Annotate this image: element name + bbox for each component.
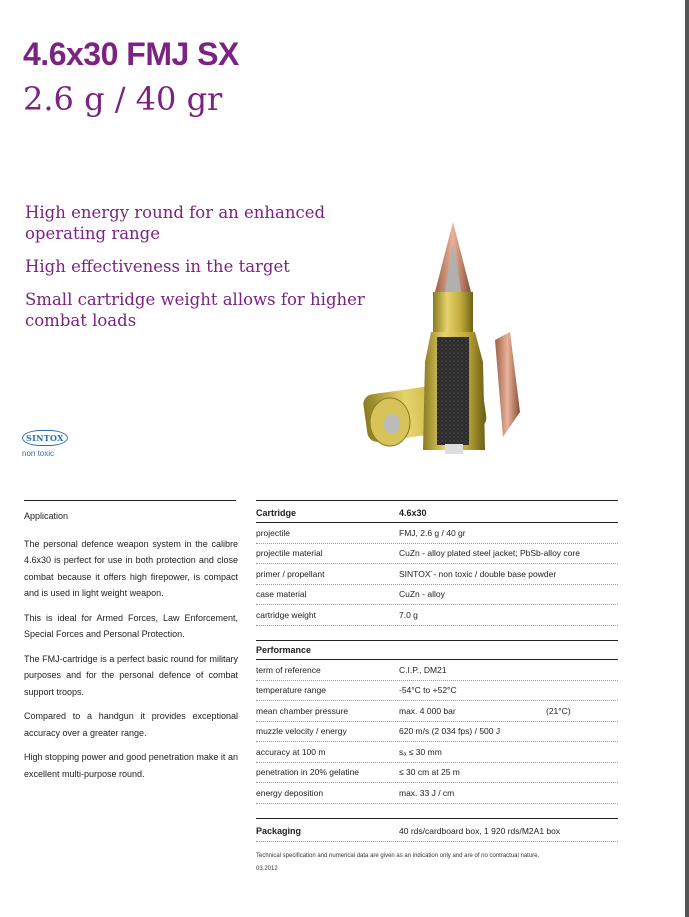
cartridge-caliber: 4.6x30 [399, 508, 427, 518]
spec-label: penetration in 20% gelatine [256, 767, 360, 778]
spec-label: case material [256, 589, 307, 600]
page-edge [685, 0, 689, 917]
product-title: 4.6x30 FMJ SX [23, 36, 239, 72]
table-row [256, 604, 618, 626]
spec-label: accuracy at 100 m [256, 746, 326, 757]
table-row [256, 522, 618, 543]
sintox-logo-tagline: non toxic [22, 449, 55, 458]
cartridge-header-row [256, 504, 618, 522]
spec-value: max. 33 J / cm [399, 787, 455, 798]
cartridge-heading: Cartridge [256, 508, 297, 518]
feature-item: Small cartridge weight allows for higher combat loads [25, 290, 365, 330]
spec-value: C.I.P., DM21 [399, 664, 447, 675]
table-row [256, 680, 618, 701]
spec-label: term of reference [256, 664, 321, 675]
cartridge-cutaway-image [345, 212, 545, 472]
product-weight: 2.6 g / 40 gr [23, 80, 223, 118]
divider [256, 500, 618, 501]
feature-item: High energy round for an enhanced operating range [25, 203, 326, 243]
spec-label: projectile [256, 527, 291, 538]
application-paragraph: Compared to a handgun it provides exceptional accuracy over a greater range. [24, 711, 238, 738]
application-paragraph: The FMJ-cartridge is a perfect basic round for military purposes and for the personal defence of combat support troops. [24, 653, 238, 697]
packaging-value: 40 rds/cardboard box, 1 920 rds/M2A1 box [399, 826, 561, 836]
table-row [256, 721, 618, 742]
spec-value: max. 4 000 bar [399, 705, 456, 716]
spec-value: ≤ 30 cm at 25 m [399, 767, 460, 778]
performance-table [256, 641, 618, 804]
document-date: 03.2012 [256, 866, 278, 872]
table-row [256, 659, 618, 680]
performance-header-row [256, 641, 618, 659]
spec-value: SINTOX´- non toxic / double base powder [399, 568, 557, 579]
sintox-logo-mark: SINTOX [22, 430, 68, 446]
application-section [24, 508, 238, 790]
table-row [256, 543, 618, 564]
table-row [256, 700, 618, 721]
packaging-heading: Packaging [256, 826, 302, 836]
spec-label: projectile material [256, 548, 323, 559]
spec-value: FMJ, 2.6 g / 40 gr [399, 527, 466, 538]
application-paragraph: The personal defence weapon system in the calibre 4.6x30 is perfect for use in both protection and close combat because it offers high firepower, is compact and is used in light weight weapon. [24, 538, 238, 598]
table-row [256, 762, 618, 783]
spec-condition: (21°C) [546, 705, 571, 716]
performance-heading: Performance [256, 645, 312, 655]
spec-label: primer / propellant [256, 568, 325, 579]
spec-label: temperature range [256, 685, 326, 696]
spec-label: cartridge weight [256, 609, 317, 620]
spec-label: energy deposition [256, 787, 324, 798]
table-row [256, 741, 618, 762]
application-paragraph: This is ideal for Armed Forces, Law Enforcement, Special Forces and Personal Protection. [24, 612, 238, 639]
feature-item: High effectiveness in the target [25, 257, 290, 276]
spec-value: 620 m/s (2 034 fps) / 500 J [399, 726, 501, 737]
spec-value: CuZn - alloy [399, 589, 445, 600]
application-paragraph: High stopping power and good penetration make it an excellent multi-purpose round. [24, 752, 238, 779]
disclaimer-note: Technical specification and numerical data are given as an indication only and are of no contractual nature. [256, 853, 540, 859]
cartridge-table [256, 504, 618, 626]
table-row [256, 563, 618, 584]
sintox-logo [22, 428, 66, 458]
spec-value: -54°C to +52°C [399, 685, 457, 696]
spec-value: sₐ ≤ 30 mm [399, 746, 442, 757]
divider [256, 818, 618, 819]
spec-label: mean chamber pressure [256, 705, 349, 716]
packaging-row [256, 826, 618, 842]
divider [24, 500, 236, 501]
table-row [256, 782, 618, 804]
spec-label: muzzle velocity / energy [256, 726, 347, 737]
table-row [256, 584, 618, 605]
spec-value: 7.0 g [399, 609, 418, 620]
spec-value: CuZn - alloy plated steel jacket; PbSb-alloy core [399, 548, 580, 559]
application-heading: Application [24, 511, 69, 521]
